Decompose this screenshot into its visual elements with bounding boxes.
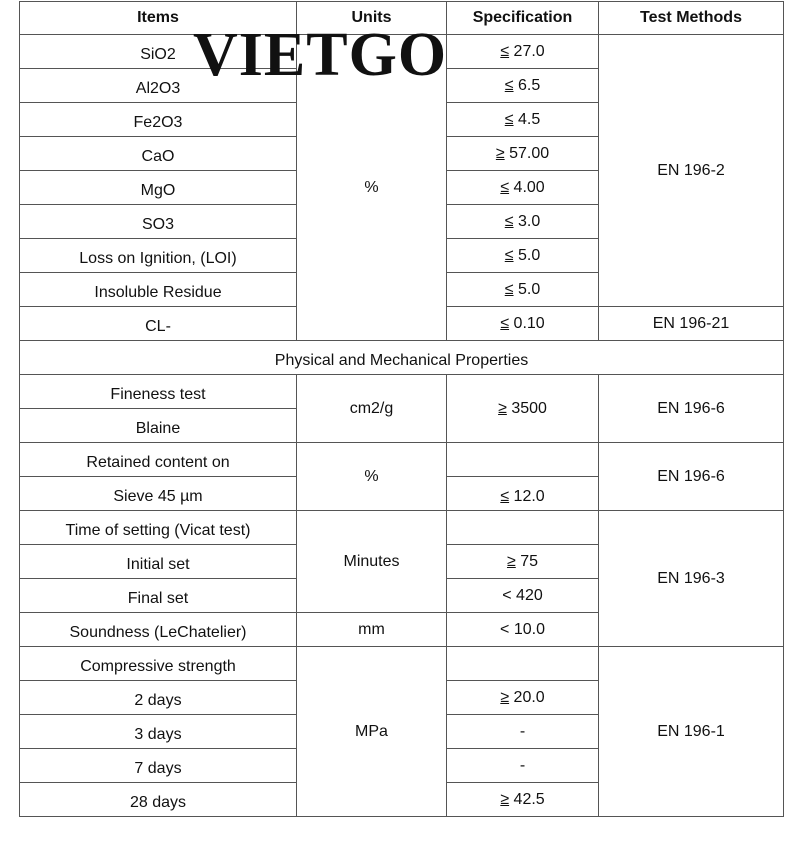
spec-value: 4.5 <box>517 110 541 128</box>
header-units: Units <box>297 2 447 35</box>
item-cell: Final set <box>20 579 297 613</box>
limit-symbol: ≤ <box>500 42 510 60</box>
section-title: Physical and Mechanical Properties <box>20 341 784 375</box>
unit-cell: Minutes <box>297 511 447 613</box>
item-cell: CaO <box>20 137 297 171</box>
header-specification: Specification <box>447 2 599 35</box>
unit-cell: % <box>297 443 447 511</box>
item-cell: 2 days <box>20 681 297 715</box>
spec-cell <box>447 137 599 171</box>
header-test-methods: Test Methods <box>599 2 784 35</box>
spec-cell: < 420 <box>447 579 599 613</box>
spec-cell <box>447 273 599 307</box>
table-row <box>20 35 784 69</box>
spec-cell <box>447 545 599 579</box>
item-cell: 28 days <box>20 783 297 817</box>
limit-symbol: ≥ <box>495 144 505 162</box>
unit-cell: MPa <box>297 647 447 817</box>
method-cell-cl: EN 196-21 <box>599 307 784 341</box>
spec-value: 6.5 <box>517 76 541 94</box>
limit-symbol: ≤ <box>504 76 514 94</box>
item-cell: 3 days <box>20 715 297 749</box>
unit-cell: mm <box>297 613 447 647</box>
table-row <box>20 511 784 545</box>
spec-cell <box>447 69 599 103</box>
spec-value: 3.0 <box>517 212 541 230</box>
item-cell: CL- <box>20 307 297 341</box>
item-cell: Sieve 45 µm <box>20 477 297 511</box>
item-cell: Fineness test <box>20 375 297 409</box>
spec-cell <box>447 375 599 443</box>
limit-symbol: ≤ <box>500 314 510 332</box>
spec-cell <box>447 239 599 273</box>
method-cell: EN 196-6 <box>599 443 784 511</box>
spec-value: 75 <box>520 552 539 570</box>
method-cell: EN 196-3 <box>599 511 784 647</box>
spec-cell <box>447 307 599 341</box>
item-cell: Compressive strength <box>20 647 297 681</box>
watermark-logo: VIETGO <box>193 21 448 89</box>
header-row <box>20 2 784 35</box>
item-cell: Loss on Ignition, (LOI) <box>20 239 297 273</box>
limit-symbol: ≤ <box>500 178 510 196</box>
method-cell: EN 196-1 <box>599 647 784 817</box>
unit-cell: cm2/g <box>297 375 447 443</box>
spec-cell <box>447 681 599 715</box>
item-cell: Al2O3 <box>20 69 297 103</box>
spec-cell <box>447 443 599 477</box>
limit-symbol: ≤ <box>500 487 510 505</box>
unit-cell-chemical: % <box>297 35 447 341</box>
limit-symbol: ≤ <box>504 212 514 230</box>
limit-symbol: ≥ <box>506 552 516 570</box>
specification-table <box>19 1 784 817</box>
spec-cell: - <box>447 715 599 749</box>
item-cell: MgO <box>20 171 297 205</box>
spec-value: 57.00 <box>509 144 550 162</box>
item-cell: Time of setting (Vicat test) <box>20 511 297 545</box>
spec-cell <box>447 171 599 205</box>
table-row <box>20 375 784 409</box>
spec-value: 0.10 <box>513 314 545 332</box>
spec-value: 5.0 <box>517 280 541 298</box>
limit-symbol: ≤ <box>504 280 514 298</box>
item-cell: 7 days <box>20 749 297 783</box>
spec-cell <box>447 477 599 511</box>
limit-symbol: ≥ <box>498 399 507 417</box>
item-cell: Blaine <box>20 409 297 443</box>
spec-cell <box>447 205 599 239</box>
limit-symbol: ≥ <box>500 688 510 706</box>
spec-value: 3500 <box>511 399 547 417</box>
limit-symbol: ≤ <box>504 110 514 128</box>
spec-cell <box>447 783 599 817</box>
item-cell: Insoluble Residue <box>20 273 297 307</box>
item-cell: Retained content on <box>20 443 297 477</box>
limit-symbol: ≤ <box>504 246 514 264</box>
spec-cell: - <box>447 749 599 783</box>
section-row <box>20 341 784 375</box>
method-cell: EN 196-6 <box>599 375 784 443</box>
spec-cell: < 10.0 <box>447 613 599 647</box>
method-cell-chemical: EN 196-2 <box>599 35 784 307</box>
item-cell: Initial set <box>20 545 297 579</box>
spec-cell <box>447 35 599 69</box>
table-row <box>20 443 784 477</box>
table-row <box>20 647 784 681</box>
spec-cell <box>447 511 599 545</box>
spec-cell <box>447 647 599 681</box>
spec-cell <box>447 103 599 137</box>
spec-value: 12.0 <box>513 487 545 505</box>
spec-value: 4.00 <box>513 178 545 196</box>
spec-value: 5.0 <box>517 246 541 264</box>
item-cell: SO3 <box>20 205 297 239</box>
spec-value: 27.0 <box>513 42 545 60</box>
header-items: Items <box>20 2 297 35</box>
limit-symbol: ≥ <box>500 790 510 808</box>
item-cell: Fe2O3 <box>20 103 297 137</box>
item-cell: Soundness (LeChatelier) <box>20 613 297 647</box>
item-cell: SiO2 <box>20 35 297 69</box>
spec-value: 20.0 <box>513 688 545 706</box>
spec-value: 42.5 <box>513 790 545 808</box>
